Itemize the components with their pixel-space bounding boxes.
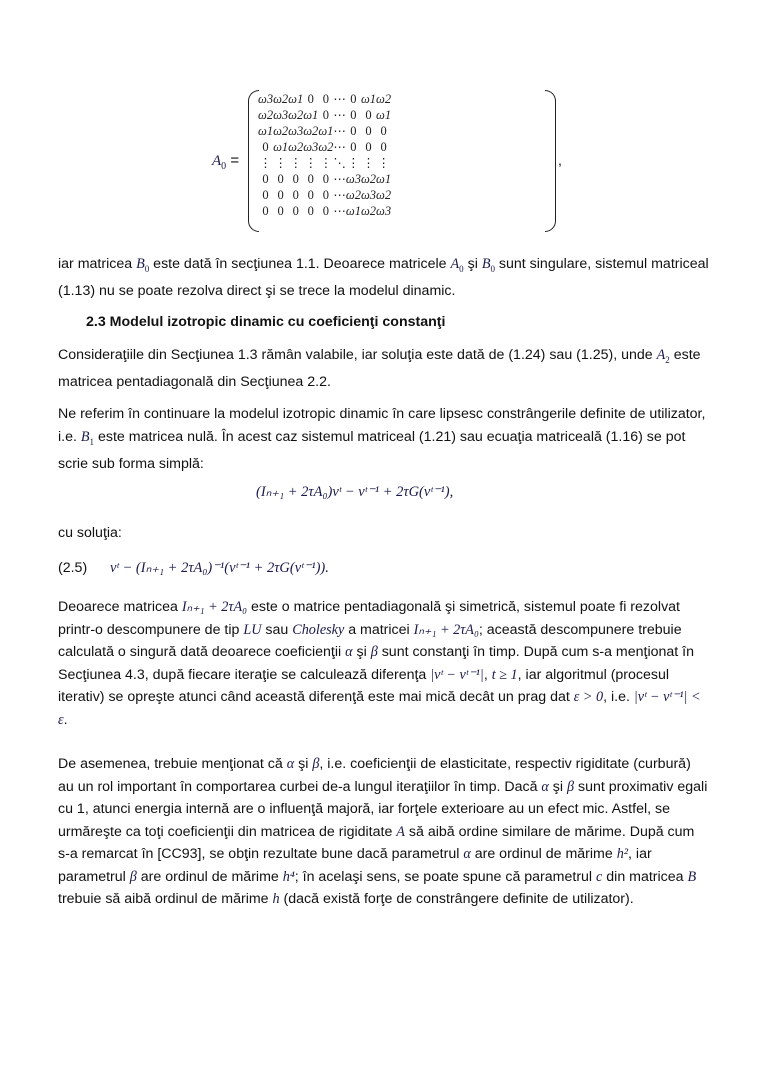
matrix-row (258, 155, 391, 171)
matrix-cell: 0 (307, 187, 314, 202)
section-heading: 2.3 Modelul izotropic dinamic cu coeficienţi constanţi (86, 314, 446, 330)
matrix-cell: ⋱ (333, 156, 346, 170)
matrix-cell: ⋮ (304, 156, 318, 170)
matrix-cell: ⋮ (377, 156, 390, 170)
matrix-cell: 0 (277, 187, 284, 202)
matrix-cell: 0 (292, 203, 299, 218)
matrix-cell: ω2 (258, 107, 274, 122)
matrix-cell: ω3 (345, 171, 361, 186)
matrix-cell: 0 (277, 203, 284, 218)
matrix-cell: 0 (350, 107, 357, 122)
matrix-cell: ω3 (360, 187, 377, 202)
matrix-row (258, 139, 391, 155)
matrix-cell: 0 (322, 187, 329, 202)
text-with-solution: cu soluţia: (58, 525, 122, 541)
matrix-cell: ω2 (345, 187, 361, 202)
matrix-cell: ⋮ (289, 156, 302, 170)
matrix-cell: 0 (380, 139, 387, 154)
matrix-row (258, 123, 391, 139)
matrix-cell: ⋮ (362, 156, 375, 170)
matrix-cell: 0 (277, 171, 284, 186)
matrix-cell: ⋮ (259, 156, 272, 170)
matrix-cell: 0 (350, 91, 357, 106)
matrix-cell: ω3 (288, 123, 304, 138)
matrix-cell: 0 (350, 123, 357, 138)
matrix-cell: ω2 (360, 203, 377, 218)
matrix-row (258, 203, 391, 219)
matrix-cell: ω1 (288, 91, 304, 106)
matrix-row (258, 107, 391, 123)
matrix-cell: 0 (322, 107, 329, 122)
matrix-cell: ⋯ (333, 204, 346, 218)
matrix-cell: 0 (307, 91, 314, 106)
matrix-cell: ω3 (303, 139, 319, 154)
paragraph-coefficients: De asemenea, trebuie menţionat că α şi β, i.e. coeficienţii de elasticitate, respectiv rigiditate (curbură) au un rol important în comportarea curbei de-a lungul iteraţiilor în timp. Dacă α şi β sunt proximativ egali cu 1, atunci energia internă are o influenţă majoră, iar forţele exterioare au un efect mic. Astfel, se urmăreşte ca toţi coeficienţii din matricea de rigiditate A să aibă ordine similare de mărime. După cum s-a remarcat în [CC93], se obţin rezultate bune dacă parametrul α are ordinul de mărime h², iar parametrul β are ordinul de mărime h⁴; în acelaşi sens, se poate spune că parametrul c din matricea B trebuie să aibă ordinul de mărime h (dacă există forţe de constrângere definite de utilizator). (58, 756, 708, 907)
matrix-cell: 0 (292, 187, 299, 202)
matrix-cell: ω3 (273, 107, 289, 122)
matrix-cell: ω2 (376, 91, 392, 106)
matrix-cell: ω1 (273, 139, 289, 154)
matrix-cell: ω1 (303, 107, 319, 122)
paragraph-isotropic-model: Ne referim în continuare la modelul izotropic dinamic în care lipsesc constrângerile definite de utilizator, i.e. $B_1$ este matricea nulă. În acest caz sistemul matriceal (1.21) sau ecuaţia matriceală (1.16) se pot scrie sub forma simplă: (58, 406, 706, 472)
matrix-cell: 0 (307, 203, 314, 218)
matrix-cell: 0 (365, 123, 372, 138)
matrix-cell: ω2 (273, 123, 289, 138)
matrix-cell: 0 (262, 139, 269, 154)
matrix-cell: ⋯ (333, 124, 346, 138)
matrix-cell: 0 (365, 139, 372, 154)
matrix-lhs: $A_0$ = (212, 152, 240, 172)
matrix-cell: ⋮ (347, 156, 360, 170)
matrix-row (258, 91, 391, 107)
right-parenthesis (545, 90, 556, 232)
matrix-cell: ⋮ (274, 156, 287, 170)
matrix-cell: ω2 (318, 139, 334, 154)
matrix-cell: ω2 (360, 171, 377, 186)
matrix-grid (258, 91, 391, 219)
matrix-cell: ω2 (273, 91, 289, 106)
matrix-cell: ω1 (376, 107, 392, 122)
matrix-cell: 0 (322, 91, 329, 106)
matrix-cell: ω3 (258, 91, 274, 106)
matrix-cell: ⋮ (319, 156, 333, 170)
matrix-cell: 0 (350, 139, 357, 154)
matrix-cell: ⋯ (333, 188, 346, 202)
matrix-cell: ω1 (345, 203, 361, 218)
equation-dynamic-system: (Iₙ₊₁ + 2τA₀)vᵗ − vᵗ⁻¹ + 2τG(vᵗ⁻¹), (256, 484, 454, 500)
matrix-cell: 0 (322, 171, 329, 186)
matrix-cell: ω2 (303, 123, 319, 138)
paragraph-considerations: Consideraţiile din Secţiunea 1.3 rămân valabile, iar soluţia este dată de (1.24) sau (1.25), unde $A_2$ este matricea pentadiagonală din Secţiunea 2.2. (58, 347, 701, 391)
matrix-cell: ⋯ (333, 92, 346, 106)
matrix-cell: 0 (262, 203, 269, 218)
matrix-row (258, 171, 391, 187)
matrix-cell: 0 (262, 187, 269, 202)
matrix-comma: , (558, 152, 562, 168)
matrix-cell: ω1 (258, 123, 274, 138)
matrix-cell: ω2 (288, 107, 304, 122)
matrix-cell: ω3 (376, 203, 392, 218)
matrix-cell: 0 (365, 107, 372, 122)
matrix-row (258, 187, 391, 203)
matrix-cell: 0 (292, 171, 299, 186)
matrix-cell: 0 (307, 171, 314, 186)
matrix-cell: ⋯ (333, 108, 346, 122)
matrix-cell: 0 (322, 203, 329, 218)
matrix-cell: ⋯ (333, 172, 346, 186)
paragraph-decomposition: Deoarece matricea Iₙ₊₁ + 2τA₀ este o matrice pentadiagonală şi simetrică, sistemul poate fi rezolvat printr-o descompunere de tip LU sau Cholesky a matricei Iₙ₊₁ + 2τA₀; această descompunere trebuie calculată o singură dată deoarece coeficienţii α şi β sunt constanţi în timp. După cum s-a menţionat în Secţiunea 4.3, după fiecare iteraţie se calculează diferenţa |vᵗ − vᵗ⁻¹|, t ≥ 1, iar algoritmul (procesul iterativ) se opreşte atunci când această diferenţă este mai mică decât un prag dat ε > 0, i.e. |vᵗ − vᵗ⁻¹| < ε. (58, 599, 701, 728)
equation-solution: vᵗ − (Iₙ₊₁ + 2τA₀)⁻¹(vᵗ⁻¹ + 2τG(vᵗ⁻¹)). (110, 560, 329, 576)
matrix-cell: ω2 (288, 139, 304, 154)
matrix-cell: ⋯ (333, 140, 346, 154)
equation-number: (2.5) (58, 560, 88, 576)
paragraph-matrices-singular: iar matricea $B_0$ este dată în secţiunea 1.1. Deoarece matricele $A_0$ şi $B_0$ sunt singulare, sistemul matriceal (1.13) nu se poate rezolva direct şi se trece la modelul dinamic. (58, 256, 709, 300)
matrix-cell: ω1 (360, 91, 377, 106)
matrix-cell: 0 (262, 171, 269, 186)
matrix-cell: ω2 (376, 187, 392, 202)
matrix-cell: ω1 (318, 123, 334, 138)
matrix-cell: ω1 (376, 171, 392, 186)
matrix-cell: 0 (380, 123, 387, 138)
